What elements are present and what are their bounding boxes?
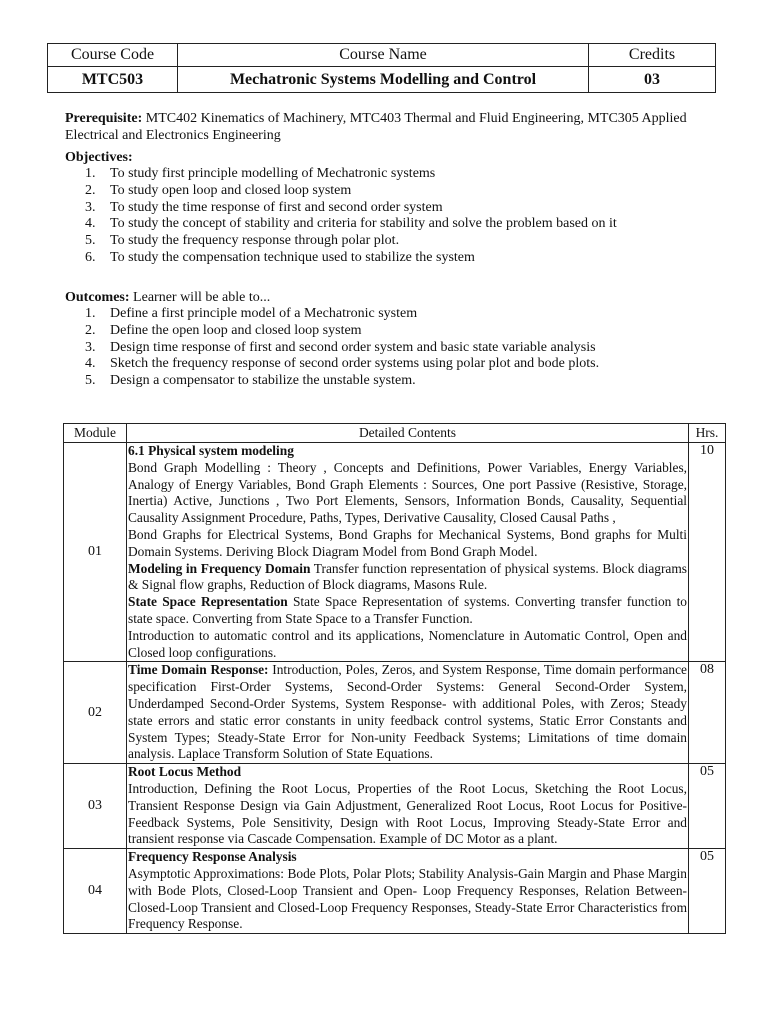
outcomes-list bbox=[65, 306, 725, 390]
list-item-number: 1. bbox=[85, 306, 96, 321]
module-heading: Root Locus Method bbox=[128, 764, 242, 780]
prerequisite-label: Prerequisite: bbox=[65, 111, 143, 126]
module-table bbox=[63, 423, 726, 934]
module-contents bbox=[127, 443, 689, 662]
table-row bbox=[64, 764, 726, 849]
module-text: Bond Graphs for Electrical Systems, Bond Graphs for Mechanical Systems, Bond graphs for Multi Domain Systems. Deriving Block Diagram Model from Bond Graph Model. bbox=[128, 526, 687, 559]
list-item-text: To study the frequency response through polar plot. bbox=[110, 233, 400, 249]
list-item-number: 4. bbox=[85, 216, 96, 232]
module-text: Introduction, Poles, Zeros, and System Response, Time domain performance specification First-Order Systems, Second-Order Systems: General Second-Order System, Underdamped Second-Order Systems, System Response- with additional Poles, with Zeros; Steady state errors and static error constants in unity feedback control systems, Static Error Constants and System Types; Steady-State Error for Non-unity Feedback Systems; Limitations of time domain analysis. Laplace Transform Solution of State Equations. bbox=[128, 662, 687, 762]
course-name-header: Course Name bbox=[178, 44, 589, 67]
list-item bbox=[65, 166, 725, 183]
list-item bbox=[65, 373, 725, 390]
list-item bbox=[65, 233, 725, 250]
list-item-number: 5. bbox=[85, 233, 96, 249]
list-item-text: To study first principle modelling of Mechatronic systems bbox=[110, 166, 436, 181]
list-item-text: Define a first principle model of a Mechatronic system bbox=[110, 306, 418, 321]
list-item-text: Define the open loop and closed loop system bbox=[110, 322, 362, 338]
outcomes-title bbox=[65, 289, 270, 306]
list-item-number: 2. bbox=[85, 182, 96, 198]
module-table-header-row bbox=[64, 424, 726, 443]
course-code-header: Course Code bbox=[48, 44, 178, 67]
objectives-title bbox=[65, 149, 133, 166]
module-text: Bond Graph Modelling : Theory , Concepts and Definitions, Power Variables, Energy Variables, Analogy of Energy Variables, Bond Graph Elements : Sources, One port Passive (Resistive, Storage, Inertia) Active, Junctions , Two Port Elements, Sensors, Information Bonds, Causality, Sequential Causality Assignment Procedure, Paths, Types, Derivative Causality, Closed Causal Paths , bbox=[128, 459, 687, 526]
list-item-text: To study the concept of stability and criteria for stability and solve the problem based on it bbox=[110, 216, 617, 232]
course-code-value: MTC503 bbox=[48, 67, 178, 93]
table-row bbox=[64, 662, 726, 764]
module-text: Transfer function representation of physical systems. Block diagrams & Signal flow graphs, Reduction of Block diagrams, Masons Rule. bbox=[128, 560, 687, 593]
outcomes-subtitle: Learner will be able to... bbox=[129, 290, 271, 305]
module-hours: 08 bbox=[689, 662, 726, 764]
module-text: Introduction, Defining the Root Locus, Properties of the Root Locus, Sketching the Root Locus, Transient Response Design via Gain Adjustment, Generalized Root Locus, Root Locus for Positive-Feedback Systems, Pole Sensitivity, Design with Root Locus, Improving Steady-State Error and transient response via Cascade Compensation. Example of DC Motor as a plant. bbox=[128, 780, 687, 847]
list-item-number: 1. bbox=[85, 166, 96, 181]
list-item-number: 3. bbox=[85, 339, 96, 355]
list-item-text: Design a compensator to stabilize the unstable system. bbox=[110, 373, 416, 389]
table-row bbox=[64, 849, 726, 934]
list-item-number: 5. bbox=[85, 373, 96, 389]
module-number: 03 bbox=[64, 764, 127, 849]
outcomes-title-text: Outcomes: bbox=[65, 290, 130, 305]
list-item-text: To study the compensation technique used to stabilize the system bbox=[110, 249, 475, 265]
module-number: 01 bbox=[64, 443, 127, 662]
course-header-table bbox=[47, 43, 716, 93]
list-item-number: 6. bbox=[85, 249, 96, 265]
list-item bbox=[65, 323, 725, 340]
list-item bbox=[65, 306, 725, 323]
module-heading: State Space Representation bbox=[128, 594, 288, 610]
prerequisite-paragraph bbox=[65, 110, 725, 144]
list-item-number: 4. bbox=[85, 356, 96, 372]
table-row bbox=[64, 443, 726, 662]
prerequisite-text: MTC402 Kinematics of Machinery, MTC403 Thermal and Fluid Engineering, MTC305 Applied Electrical and Electronics Engineering bbox=[65, 111, 687, 143]
credits-header: Credits bbox=[589, 44, 716, 67]
module-hours: 05 bbox=[689, 764, 726, 849]
module-contents bbox=[127, 849, 689, 934]
list-item bbox=[65, 356, 725, 373]
module-text: State Space Representation of systems. Converting transfer function to state space. Converting from State Space to a Transfer Function. bbox=[128, 594, 687, 626]
list-item bbox=[65, 183, 725, 200]
module-heading: Frequency Response Analysis bbox=[128, 849, 297, 865]
course-header-labels-row bbox=[48, 44, 716, 67]
module-text: Introduction to automatic control and its applications, Nomenclature in Automatic Control, Open and Closed loop configurations. bbox=[128, 627, 687, 660]
hrs-column-header: Hrs. bbox=[689, 424, 726, 443]
list-item bbox=[65, 340, 725, 357]
list-item bbox=[65, 250, 725, 267]
list-item-text: Sketch the frequency response of second order systems using polar plot and bode plots. bbox=[110, 356, 600, 372]
objectives-title-text: Objectives: bbox=[65, 150, 133, 165]
module-heading: Time Domain Response: bbox=[128, 662, 269, 678]
list-item bbox=[65, 216, 725, 233]
module-hours: 10 bbox=[689, 443, 726, 662]
module-number: 04 bbox=[64, 849, 127, 934]
module-heading: 6.1 Physical system modeling bbox=[128, 443, 294, 458]
module-text: Asymptotic Approximations: Bode Plots, Polar Plots; Stability Analysis-Gain Margin and Phase Margin with Bode Plots, Closed-Loop Transient and Open- Loop Frequency Responses, Relation Between- Closed-Loop Transient and Closed-Loop Frequency Responses, Steady-State Error Characteristics from Frequency Response. bbox=[128, 865, 687, 932]
list-item-number: 3. bbox=[85, 199, 96, 215]
course-header-values-row bbox=[48, 67, 716, 93]
module-contents bbox=[127, 662, 689, 764]
course-name-value: Mechatronic Systems Modelling and Control bbox=[178, 67, 589, 93]
list-item bbox=[65, 200, 725, 217]
module-hours: 05 bbox=[689, 849, 726, 934]
module-heading: Modeling in Frequency Domain bbox=[128, 560, 311, 576]
list-item-text: To study open loop and closed loop system bbox=[110, 182, 352, 198]
module-contents bbox=[127, 764, 689, 849]
credits-value: 03 bbox=[589, 67, 716, 93]
list-item-text: Design time response of first and second order system and basic state variable analysis bbox=[110, 339, 596, 355]
contents-column-header: Detailed Contents bbox=[127, 424, 689, 443]
objectives-list bbox=[65, 166, 725, 267]
module-column-header: Module bbox=[64, 424, 127, 443]
list-item-number: 2. bbox=[85, 322, 96, 338]
module-number: 02 bbox=[64, 662, 127, 764]
list-item-text: To study the time response of first and second order system bbox=[110, 199, 443, 215]
